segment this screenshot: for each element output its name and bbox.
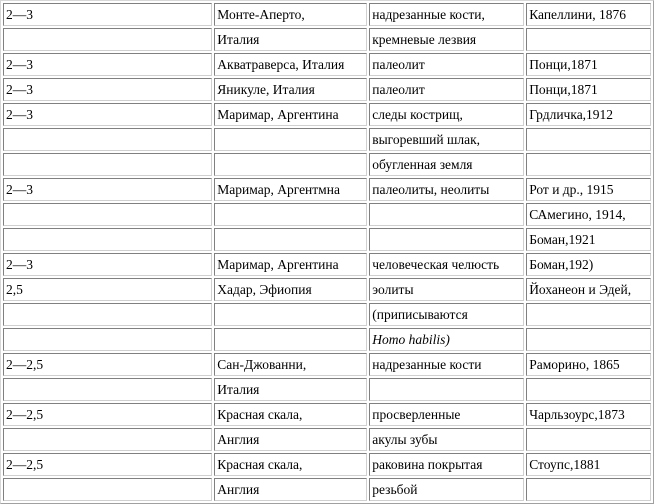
reference-cell: Грдличка,1912 xyxy=(526,103,651,126)
finds-cell xyxy=(369,203,524,226)
age-cell: 2—3 xyxy=(3,178,212,201)
reference-cell: Стоупс,1881 xyxy=(526,453,651,476)
table-row xyxy=(3,353,651,376)
age-cell: 2—3 xyxy=(3,53,212,76)
site-cell: Красная скала, xyxy=(214,403,367,426)
table-row xyxy=(3,128,651,151)
site-cell xyxy=(214,128,367,151)
site-cell xyxy=(214,203,367,226)
age-cell: 2—2,5 xyxy=(3,353,212,376)
reference-cell: Йоханеон и Эдей, xyxy=(526,278,651,301)
site-cell: Италия xyxy=(214,378,367,401)
reference-cell xyxy=(526,153,651,176)
age-cell xyxy=(3,478,212,501)
reference-cell xyxy=(526,328,651,351)
table-row xyxy=(3,253,651,276)
finds-cell xyxy=(369,378,524,401)
site-cell xyxy=(214,228,367,251)
reference-cell xyxy=(526,378,651,401)
reference-cell xyxy=(526,28,651,51)
table-row xyxy=(3,328,651,351)
site-cell: Хадар, Эфиопия xyxy=(214,278,367,301)
reference-cell: Понци,1871 xyxy=(526,78,651,101)
table-row xyxy=(3,478,651,501)
age-cell xyxy=(3,303,212,326)
table-row xyxy=(3,3,651,26)
finds-cell: следы кострищ, xyxy=(369,103,524,126)
finds-cell: акулы зубы xyxy=(369,428,524,451)
finds-cell: эолиты xyxy=(369,278,524,301)
finds-cell: надрезанные кости, xyxy=(369,3,524,26)
reference-cell: Рот и др., 1915 xyxy=(526,178,651,201)
site-cell: Монте-Аперто, xyxy=(214,3,367,26)
table-row xyxy=(3,453,651,476)
table-row xyxy=(3,228,651,251)
finds-cell: человеческая челюсть xyxy=(369,253,524,276)
age-cell xyxy=(3,228,212,251)
reference-cell xyxy=(526,128,651,151)
table-row xyxy=(3,303,651,326)
finds-cell: просверленные xyxy=(369,403,524,426)
finds-cell: (приписываются xyxy=(369,303,524,326)
age-cell xyxy=(3,378,212,401)
finds-cell: палеолит xyxy=(369,53,524,76)
age-cell: 2—3 xyxy=(3,78,212,101)
age-cell: 2—3 xyxy=(3,103,212,126)
finds-cell: раковина покрытая xyxy=(369,453,524,476)
finds-cell: кремневые лезвия xyxy=(369,28,524,51)
site-cell: Маримар, Аргентмна xyxy=(214,178,367,201)
reference-cell: Боман,1921 xyxy=(526,228,651,251)
site-cell: Англия xyxy=(214,428,367,451)
finds-cell xyxy=(369,228,524,251)
finds-cell: резьбой xyxy=(369,478,524,501)
table-row xyxy=(3,428,651,451)
age-cell xyxy=(3,128,212,151)
finds-cell: выгоревший шлак, xyxy=(369,128,524,151)
table-row xyxy=(3,403,651,426)
reference-cell: Раморино, 1865 xyxy=(526,353,651,376)
age-cell xyxy=(3,428,212,451)
age-cell xyxy=(3,28,212,51)
age-cell: 2—2,5 xyxy=(3,453,212,476)
site-cell: Маримар, Аргентина xyxy=(214,253,367,276)
finds-cell: обугленная земля xyxy=(369,153,524,176)
finds-cell: Homo habilis) xyxy=(369,328,524,351)
reference-cell: Капеллини, 1876 xyxy=(526,3,651,26)
age-cell: 2—2,5 xyxy=(3,403,212,426)
table-row xyxy=(3,103,651,126)
age-cell xyxy=(3,153,212,176)
table-row xyxy=(3,378,651,401)
site-cell: Красная скала, xyxy=(214,453,367,476)
table-row xyxy=(3,153,651,176)
age-cell xyxy=(3,328,212,351)
table-body xyxy=(3,3,651,501)
reference-cell xyxy=(526,303,651,326)
age-cell: 2—3 xyxy=(3,253,212,276)
site-cell: Англия xyxy=(214,478,367,501)
site-cell: Акватраверса, Италия xyxy=(214,53,367,76)
site-cell: Италия xyxy=(214,28,367,51)
site-cell xyxy=(214,303,367,326)
site-cell: Маримар, Аргентина xyxy=(214,103,367,126)
age-cell: 2,5 xyxy=(3,278,212,301)
table-row xyxy=(3,28,651,51)
reference-cell xyxy=(526,478,651,501)
finds-cell: палеолиты, неолиты xyxy=(369,178,524,201)
reference-cell xyxy=(526,428,651,451)
table-row xyxy=(3,278,651,301)
reference-cell: Понци,1871 xyxy=(526,53,651,76)
site-cell xyxy=(214,328,367,351)
age-cell: 2—3 xyxy=(3,3,212,26)
table-row xyxy=(3,203,651,226)
table-row xyxy=(3,78,651,101)
table-row xyxy=(3,178,651,201)
table-row xyxy=(3,53,651,76)
reference-cell: Чарльзоурс,1873 xyxy=(526,403,651,426)
site-cell xyxy=(214,153,367,176)
site-cell: Сан-Джованни, xyxy=(214,353,367,376)
finds-cell: палеолит xyxy=(369,78,524,101)
finds-cell: надрезанные кости xyxy=(369,353,524,376)
reference-cell: Боман,192) xyxy=(526,253,651,276)
reference-cell: САмегино, 1914, xyxy=(526,203,651,226)
age-cell xyxy=(3,203,212,226)
site-cell: Яникуле, Италия xyxy=(214,78,367,101)
